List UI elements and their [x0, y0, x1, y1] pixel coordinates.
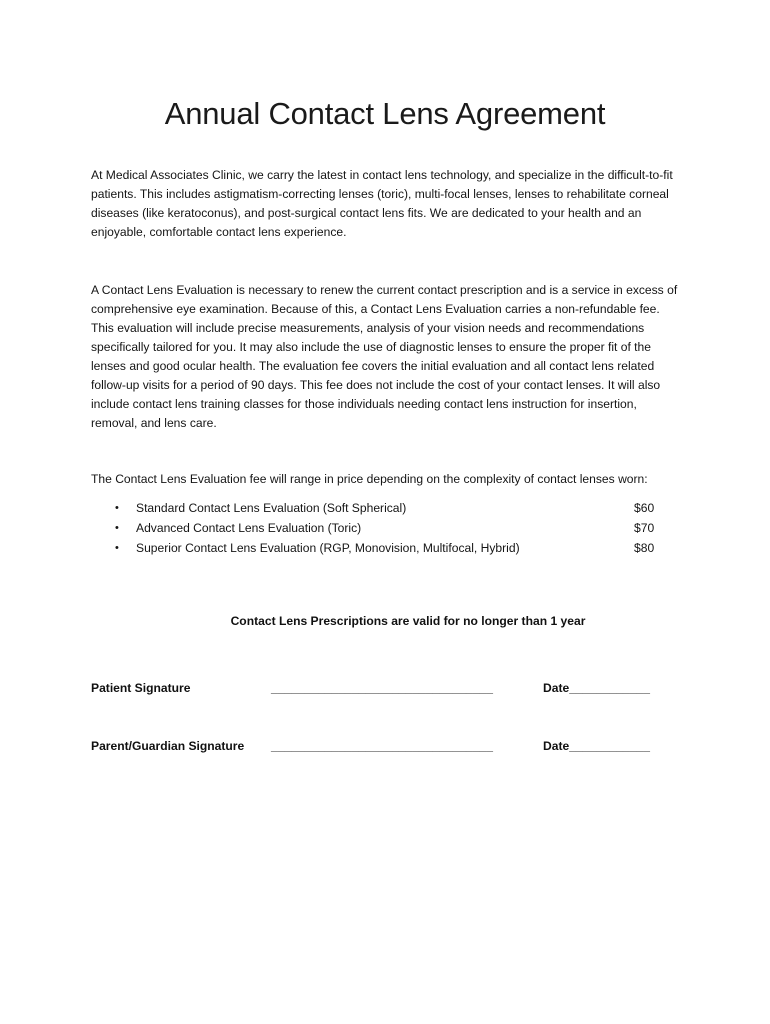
fee-item-advanced [91, 518, 671, 538]
fee-label: Advanced Contact Lens Evaluation (Toric) [136, 521, 362, 535]
guardian-signature-row [91, 739, 691, 759]
patient-signature-label: Patient Signature [91, 681, 191, 695]
guardian-date-field[interactable]: Date____________ [543, 739, 650, 753]
fee-item-standard [91, 498, 671, 518]
fee-item-superior [91, 538, 671, 558]
fee-range-paragraph: The Contact Lens Evaluation fee will range in price depending on the complexity of contact lenses worn: [91, 472, 648, 486]
fee-list [91, 498, 671, 558]
validity-note: Contact Lens Prescriptions are valid for no longer than 1 year [230, 614, 586, 628]
bullet-icon: • [115, 502, 119, 514]
fee-label: Standard Contact Lens Evaluation (Soft Spherical) [136, 501, 407, 515]
fee-price: $60 [634, 501, 655, 515]
guardian-signature-line[interactable]: _________________________________ [271, 739, 493, 753]
intro-paragraph: At Medical Associates Clinic, we carry the latest in contact lens technology, and specialize in the difficult-to-fit patients. This includes astigmatism-correcting lenses (toric), multi-focal lenses, lenses to rehabilitate corneal diseases (like keratoconus), and post-surgical contact lens fits. We are dedicated to your health and an enjoyable, comfortable contact lens experience. [91, 168, 673, 239]
fee-price: $70 [634, 521, 655, 535]
document-title: Annual Contact Lens Agreement [164, 96, 606, 131]
guardian-signature-label: Parent/Guardian Signature [91, 739, 245, 753]
patient-date-field[interactable]: Date____________ [543, 681, 650, 695]
evaluation-paragraph: A Contact Lens Evaluation is necessary to renew the current contact prescription and is a service in excess of comprehensive eye examination. Because of this, a Contact Lens Evaluation carries a non-refundable fee. This evaluation will include precise measurements, analysis of your vision needs and recommendations specifically tailored for you. It may also include the use of diagnostic lenses to ensure the proper fit of the lenses and good ocular health. The evaluation fee covers the initial evaluation and all contact lens related follow-up visits for a period of 90 days. This fee does not include the cost of your contact lenses. It will also include contact lens training classes for those individuals needing contact lens instruction for insertion, removal, and lens care. [91, 283, 678, 430]
fee-label: Superior Contact Lens Evaluation (RGP, Monovision, Multifocal, Hybrid) [136, 541, 520, 555]
patient-signature-line[interactable]: _________________________________ [271, 681, 493, 695]
fee-price: $80 [634, 541, 655, 555]
bullet-icon: • [115, 542, 119, 554]
bullet-icon: • [115, 522, 119, 534]
patient-signature-row [91, 681, 691, 701]
